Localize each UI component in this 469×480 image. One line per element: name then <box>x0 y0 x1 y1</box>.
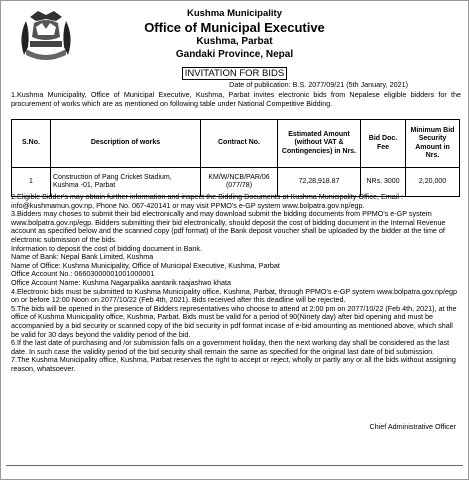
col-description: Description of works <box>51 120 201 168</box>
account-number: Office Account No.: 06603000001001000001 <box>11 269 155 279</box>
cell-sno: 1 <box>12 168 51 197</box>
clause-5: 5.The bids will be opened in the presence of Bidders representatives who choose to attend at 2:00 pm on 2077/10/22 (Feb 4th, 2021), at the office of Kushma Municipality office, Kushma, Parbat. Bids must be valid for a period of 90(Ninety day) after bid opening and must be accompanied by a bid security or scanned copy of the bid security in pdf format incase of e-bid amounting as mentioned above, which shall be valid for 30 days beyond the validity period of the bid. <box>11 303 457 339</box>
clause-7: 7.The Kushma Municipality office, Kushma, Parbat reserves the right to accept or reject, wholly or partly any or all the bids without assigning reason, whatsoever. <box>11 355 456 373</box>
intro-paragraph: 1.Kushma Municipality, Office of Municipal Executive, Kushma, Parbat invites electronic bids from Nepalese eligible bidders for the procurement of works which are as mentioned on following table under National Competitive Bidding. <box>11 90 461 108</box>
bank-name: Name of Bank: Nepal Bank Limited, Kushma <box>11 252 154 262</box>
cell-estimated-amount: 72,28,918.87 <box>278 168 361 197</box>
signature-title: Chief Administrative Officer <box>369 422 456 431</box>
cell-description: Construction of Pang Cricket Stadium, Kushma -01, Parbat <box>51 168 201 197</box>
office-location: Kushma, Parbat <box>196 36 273 47</box>
clause-6: 6.If the last date of purchasing and /or submission falls on a government holiday, then the next working day shall be considered as the last date. In such case the validity period of the bid security shall remain the same as specified for the original last date of bid submission. <box>11 338 450 356</box>
office-name: Name of Office: Kushma Municipality, Office of Municipal Executive, Kushma, Parbat <box>11 260 280 270</box>
cell-contract-no: KM/W/NCB/PAR/06 (077/78) <box>201 168 278 197</box>
table-header-row <box>12 120 460 168</box>
col-sno: S.No. <box>12 120 51 168</box>
publication-date: Date of publication: B.S. 2077/09/21 (5th January, 2021) <box>229 80 408 89</box>
bank-info-heading: Information to deposit the cost of bidding document in Bank. <box>11 243 202 253</box>
account-name: Office Account Name: Kushma Nagarpalika aantarik raajashwo khata <box>11 277 232 287</box>
col-bid-security: Minimum Bid Security Amount in Nrs. <box>406 120 460 168</box>
divider <box>6 465 463 466</box>
cell-bid-security: 2,20,000 <box>406 168 460 197</box>
col-estimated-amount: Estimated Amount (without VAT & Contingencies) in Nrs. <box>278 120 361 168</box>
bids-table <box>11 119 460 197</box>
municipality-name: Kushma Municipality <box>186 8 282 19</box>
notice-title: INVITATION FOR BIDS <box>1 63 468 81</box>
col-bid-doc-fee: Bid Doc. Fee <box>361 120 406 168</box>
province-name: Gandaki Province, Nepal <box>175 49 294 60</box>
office-title: Office of Municipal Executive <box>144 20 325 35</box>
col-contract-no: Contract No. <box>201 120 278 168</box>
clauses <box>11 193 461 373</box>
clause-4: 4.Electronic bids must be submitted to Kushma Municipality office, Kushma, Parbat, through PPMO's e-GP system www.bolpatra.gov.np/egp on or before 12:00 Noon on 2077/10/22 (Feb 4th, 2021). Bids received after this deadline will be rejected. <box>11 286 458 305</box>
clause-3: 3.Bidders may choses to submit their bid electronically and may download submit the bidding documents from PPMO's e-GP system www.bolpatra.gov.np/egp. Bidders submitting their bid electronically, should deposit the cost of bidding document in the Internal Revenue account as specified below and the scanned copy (pdf format) of the Bank deposit voucher shall be uploaded by the bidder at the time of electronic submission of the bids. <box>11 209 446 244</box>
cell-bid-doc-fee: NRs. 3000 <box>361 168 406 197</box>
clause-2: 2.Eligible Bidder's may obtain further information and inspect the Bidding Documents at Kushma Municipality Office, Email : info@kushmamun.gov.np, Phone No. 067-420141 or may visit PPMO's e-GP system www.bolpatra.gov.np/egp. <box>11 192 403 210</box>
